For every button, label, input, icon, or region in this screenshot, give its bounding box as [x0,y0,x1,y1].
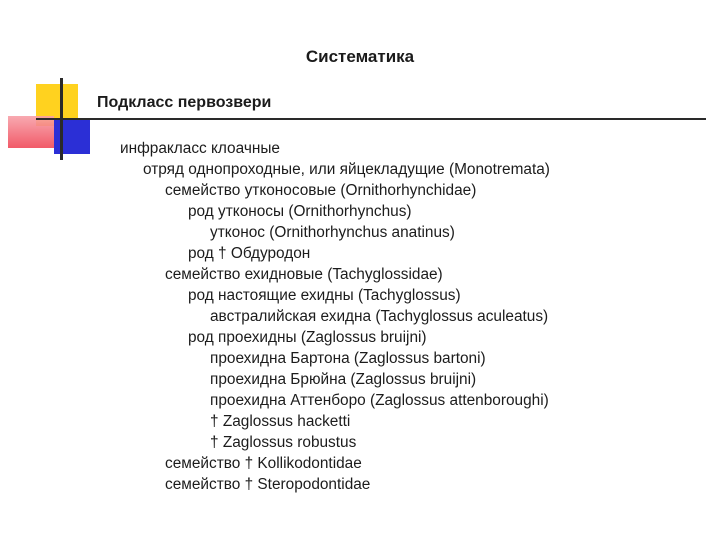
taxon-genus-tachyglossus: род настоящие ехидны (Tachyglossus) [188,287,461,304]
taxon-species-robustus: † Zaglossus robustus [210,434,357,451]
taxon-species-bartoni: проехидна Бартона (Zaglossus bartoni) [210,350,486,367]
slide-title: Систематика [305,47,415,66]
decor-horizontal-line [36,118,706,120]
taxon-order: отряд однопроходные, или яйцекладущие (Monotremata) [143,161,550,178]
taxon-family-kollikodontidae: семейство † Kollikodontidae [165,455,362,472]
taxon-family-steropodontidae: семейство † Steropodontidae [165,476,371,493]
taxon-family-echidna: семейство ехидновые (Tachyglossidae) [165,266,443,283]
taxon-species-platypus: утконос (Ornithorhynchus anatinus) [210,224,455,241]
taxon-genus-obdurodon: род † Обдуродон [188,245,311,262]
taxon-infraclass: инфракласс клоачные [120,140,280,157]
taxon-family-platypus: семейство утконосовые (Ornithorhynchidae) [165,182,477,199]
taxon-species-bruijni: проехидна Брюйна (Zaglossus bruijni) [210,371,477,388]
taxon-species-aculeatus: австралийская ехидна (Tachyglossus aculeatus) [210,308,549,325]
slide-subtitle: Подкласс первозвери [97,94,272,111]
taxon-genus-ornithorhynchus: род утконосы (Ornithorhynchus) [188,203,412,220]
decor-red-square [8,116,54,148]
taxon-species-attenboroughi: проехидна Аттенборо (Zaglossus attenboroughi) [210,392,549,409]
taxon-genus-zaglossus: род проехидны (Zaglossus bruijni) [188,329,427,346]
taxon-species-hacketti: † Zaglossus hacketti [210,413,351,430]
